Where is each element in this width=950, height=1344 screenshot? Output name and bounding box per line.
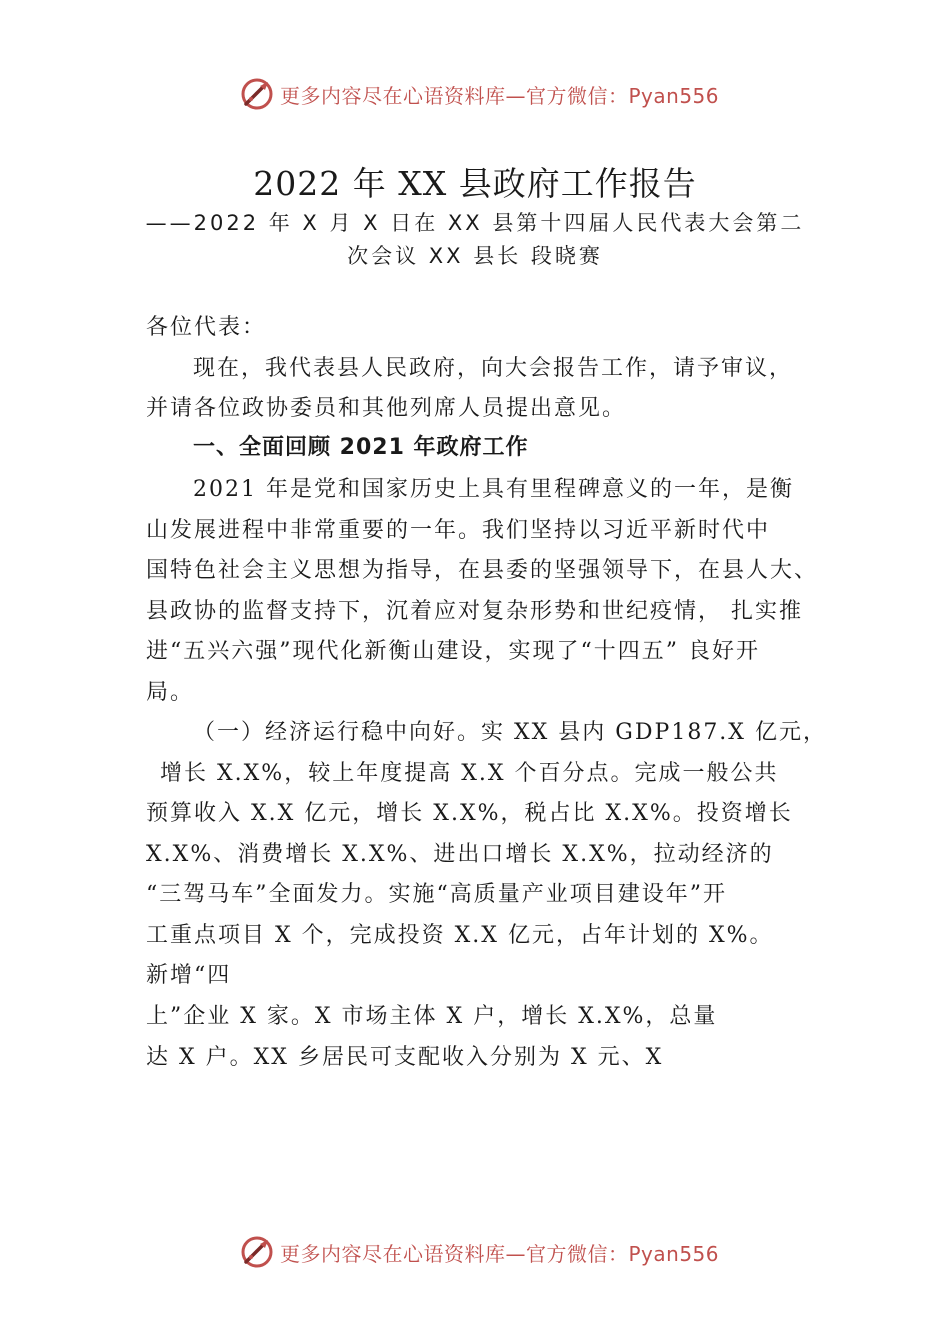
- document-title: 2022 年 XX 县政府工作报告: [253, 164, 697, 203]
- body-line: 现在，我代表县人民政府，向大会报告工作，请予审议，: [193, 356, 794, 381]
- body-line: 上”企业 X 家。X 市场主体 X 户，增长 X.X%，总量: [146, 1004, 718, 1029]
- body-line: 达 X 户。XX 乡居民可支配收入分别为 X 元、X: [146, 1045, 664, 1070]
- body-line: 县政协的监督支持下，沉着应对复杂形势和世纪疫情， 扎实推: [146, 599, 803, 624]
- subsection-line: （一）经济运行稳中向好。实 XX 县内 GDP187.X 亿元，: [193, 720, 827, 745]
- section-heading: 一、全面回顾 2021 年政府工作: [193, 435, 529, 460]
- body-line: 并请各位政协委员和其他列席人员提出意见。: [146, 396, 627, 421]
- body-line: 工重点项目 X 个，完成投资 X.X 亿元，占年计划的 X%。: [146, 923, 774, 948]
- banner-text: 更多内容尽在心语资料库—官方微信：Pyan556: [280, 83, 720, 108]
- body-line: 山发展进程中非常重要的一年。我们坚持以习近平新时代中: [146, 518, 771, 543]
- body-line: 2021 年是党和国家历史上具有里程碑意义的一年，是衡: [193, 477, 794, 502]
- body-line: “三驾马车”全面发力。实施“高质量产业项目建设年”开: [146, 882, 727, 907]
- header-banner: [240, 74, 760, 114]
- body-line: 预算收入 X.X 亿元，增长 X.X%，税占比 X.X%。投资增长: [146, 801, 793, 826]
- body-line: 进“五兴六强”现代化新衡山建设，实现了“十四五” 良好开: [146, 639, 760, 664]
- salutation: 各位代表：: [146, 315, 267, 340]
- pen-circle-logo-icon: [240, 1235, 274, 1269]
- body-line: 国特色社会主义思想为指导，在县委的坚强领导下，在县人大、: [146, 558, 819, 583]
- body-line: 新增“四: [146, 963, 232, 988]
- body-line: X.X%、消费增长 X.X%、进出口增长 X.X%，拉动经济的: [146, 842, 774, 867]
- banner-text: 更多内容尽在心语资料库—官方微信：Pyan556: [280, 1241, 720, 1266]
- footer-banner: [240, 1232, 760, 1272]
- pen-circle-logo-icon: [240, 77, 274, 111]
- body-line: 增长 X.X%，较上年度提高 X.X 个百分点。完成一般公共: [160, 761, 779, 786]
- document-subtitle-line-1: ——2022 年 X 月 X 日在 XX 县第十四届人民代表大会第二: [145, 211, 805, 235]
- document-subtitle-line-2: 次会议 XX 县长 段晓赛: [347, 244, 603, 268]
- body-line: 局。: [146, 680, 195, 705]
